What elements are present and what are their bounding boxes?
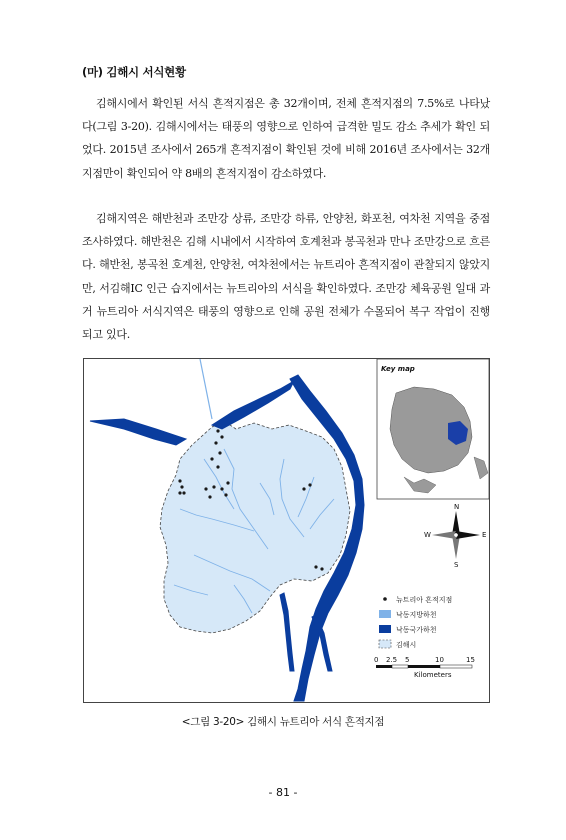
scale-tick-2-5: 2.5 bbox=[386, 656, 398, 664]
scale-unit: Kilometers bbox=[414, 671, 452, 679]
scale-tick-0: 0 bbox=[374, 656, 379, 664]
figure-caption: <그림 3-20> 김해시 뉴트리아 서식 흔적지점 bbox=[181, 716, 385, 728]
compass-east: E bbox=[482, 531, 487, 539]
legend-label-national-river: 낙동국가하천 bbox=[396, 626, 437, 634]
legend-gimhae-swatch bbox=[379, 640, 391, 648]
distribution-map bbox=[84, 359, 489, 702]
compass-north: N bbox=[454, 503, 460, 511]
paragraph-2: 김해지역은 해반천과 조만강 상류, 조만강 하류, 안양천, 화포천, 여차천 지역을 중점 조사하였다. 해반천은 김해 시내에서 시작하여 호계천과 봉곡천과 만나 조만강으로 흐른다. 해반천, 봉곡천 호계천, 안양천, 여차천에서는 뉴트리아 흔적지점이 관찰되지 않았지만, 서김해IC 인근 습지에서는 뉴트리아의 서식을 확인하였다. 조만강 체육공원 일대 과거 뉴트리아 서식지역은 태풍의 영향으로 인해 공원 전체가 수몰되어 복구 작업이 진행되고 있다. bbox=[82, 212, 490, 342]
legend-label-sign-point: 뉴트리아 흔적지점 bbox=[396, 596, 453, 604]
legend-label-local-river: 낙동지방하천 bbox=[396, 611, 437, 619]
legend-label-gimhae: 김해시 bbox=[396, 641, 417, 649]
key-map-inset bbox=[377, 359, 489, 499]
section-heading: (마) 김해시 서식현황 bbox=[82, 65, 186, 79]
paragraph-1: 김해시에서 확인된 서식 흔적지점은 총 32개이며, 전체 흔적지점의 7.5%로 나타났다(그림 3-20). 김해시에서는 태풍의 영향으로 인하여 급격한 밀도 감소 추세가 확인 되었다. 2015년 조사에서 265개 흔적지점이 확인된 것에 비해 2016년 조사에서는 32개 지점만이 확인되어 약 8배의 흔적지점이 감소하였다. bbox=[82, 97, 490, 180]
scale-tick-15: 15 bbox=[466, 656, 475, 664]
distribution-map-figure bbox=[83, 358, 490, 703]
scale-tick-5: 5 bbox=[405, 656, 410, 664]
page-number: - 81 - bbox=[268, 786, 298, 799]
legend-local-river-swatch bbox=[379, 610, 391, 618]
scale-tick-10: 10 bbox=[435, 656, 444, 664]
compass-west: W bbox=[424, 531, 431, 539]
keymap-title: Key map bbox=[381, 365, 415, 373]
compass-south: S bbox=[454, 561, 459, 569]
legend-national-river-swatch bbox=[379, 625, 391, 633]
legend-dot-symbol bbox=[383, 597, 387, 601]
